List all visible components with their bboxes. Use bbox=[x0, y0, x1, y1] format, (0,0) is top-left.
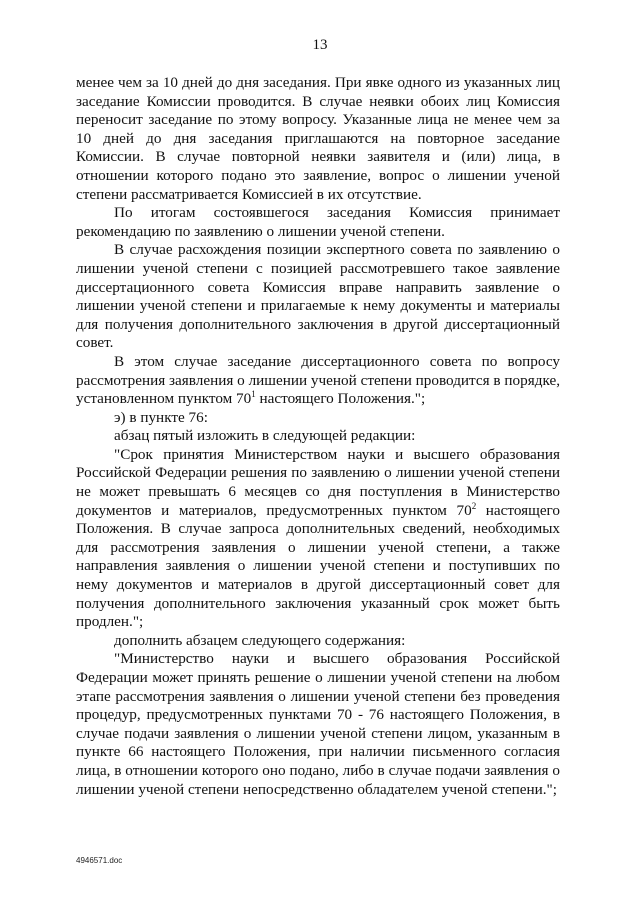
paragraph-7-tail: настоящего Положения. В случае запроса дополнительных сведений, необходимых для рассмотрения заявления о лишении ученой степени, а также направления заявления о лишении ученой степени и поступивших по нему документов и материалов в другой диссертационный совет для получения дополнительного заключения указанный срок может быть продлен."; bbox=[76, 501, 561, 631]
page-number: 13 bbox=[312, 37, 328, 53]
paragraph-4-tail: настоящего Положения."; bbox=[255, 390, 426, 408]
paragraph-2: По итогам состоявшегося заседания Комиссия принимает рекомендацию по заявлению о лишении ученой степени. bbox=[76, 204, 560, 240]
superscript-2: 2 bbox=[471, 500, 477, 511]
paragraph-1: менее чем за 10 дней до дня заседания. При явке одного из указанных лиц заседание Комиссии проводится. В случае неявки обоих лиц Комиссия переносит заседание по этому вопросу. Указанные лица не менее чем за 10 дней до дня заседания приглашаются на повторное заседание Комиссии. В случае повторной неявки заявителя и (или) лица, в отношении которого подано это заявление, вопрос о лишении ученой степени рассматривается Комиссией в их отсутствие. bbox=[76, 74, 560, 203]
paragraph-6: абзац пятый изложить в следующей редакции: bbox=[114, 427, 416, 445]
paragraph-7 bbox=[76, 446, 560, 632]
paragraph-7-text: "Срок принятия Министерством науки и высшего образования Российской Федерации решения по заявлению о лишении ученой степени не может превышать 6 месяцев со дня поступления в Министерство документов и материалов, предусмотренных пунктом 70 bbox=[76, 445, 560, 519]
document-body bbox=[76, 74, 560, 799]
paragraph-8: дополнить абзацем следующего содержания: bbox=[114, 631, 406, 649]
paragraph-9: "Министерство науки и высшего образования Российской Федерации может принять решение о лишении ученой степени на любом этапе рассмотрения заявления о лишении ученой степени без проведения процедур, предусмотренных пунктами 70 - 76 настоящего Положения, в случае подачи заявления о лишении ученой степени лицом, указанным в пункте 66 настоящего Положения, при наличии письменного согласия лица, в отношении которого оно подано, либо в случае подачи заявления о лишении ученой степени непосредственно обладателем ученой степени."; bbox=[76, 650, 560, 798]
paragraph-4 bbox=[76, 353, 560, 409]
paragraph-4-text: В этом случае заседание диссертационного совета по вопросу рассмотрения заявления о лишении ученой степени проводится в порядке, установленном пунктом 70 bbox=[76, 352, 560, 408]
footer-file-code: 4946571.doc bbox=[76, 856, 123, 865]
paragraph-5: э) в пункте 76: bbox=[114, 408, 208, 426]
superscript-1: 1 bbox=[251, 389, 256, 400]
paragraph-3: В случае расхождения позиции экспертного совета по заявлению о лишении ученой степени с позицией рассмотревшего такое заявление диссертационного совета Комиссия вправе направить заявление о лишении ученой степени и прилагаемые к нему документы и материалы для получения дополнительного заключения в другой диссертационный совет. bbox=[76, 241, 560, 352]
